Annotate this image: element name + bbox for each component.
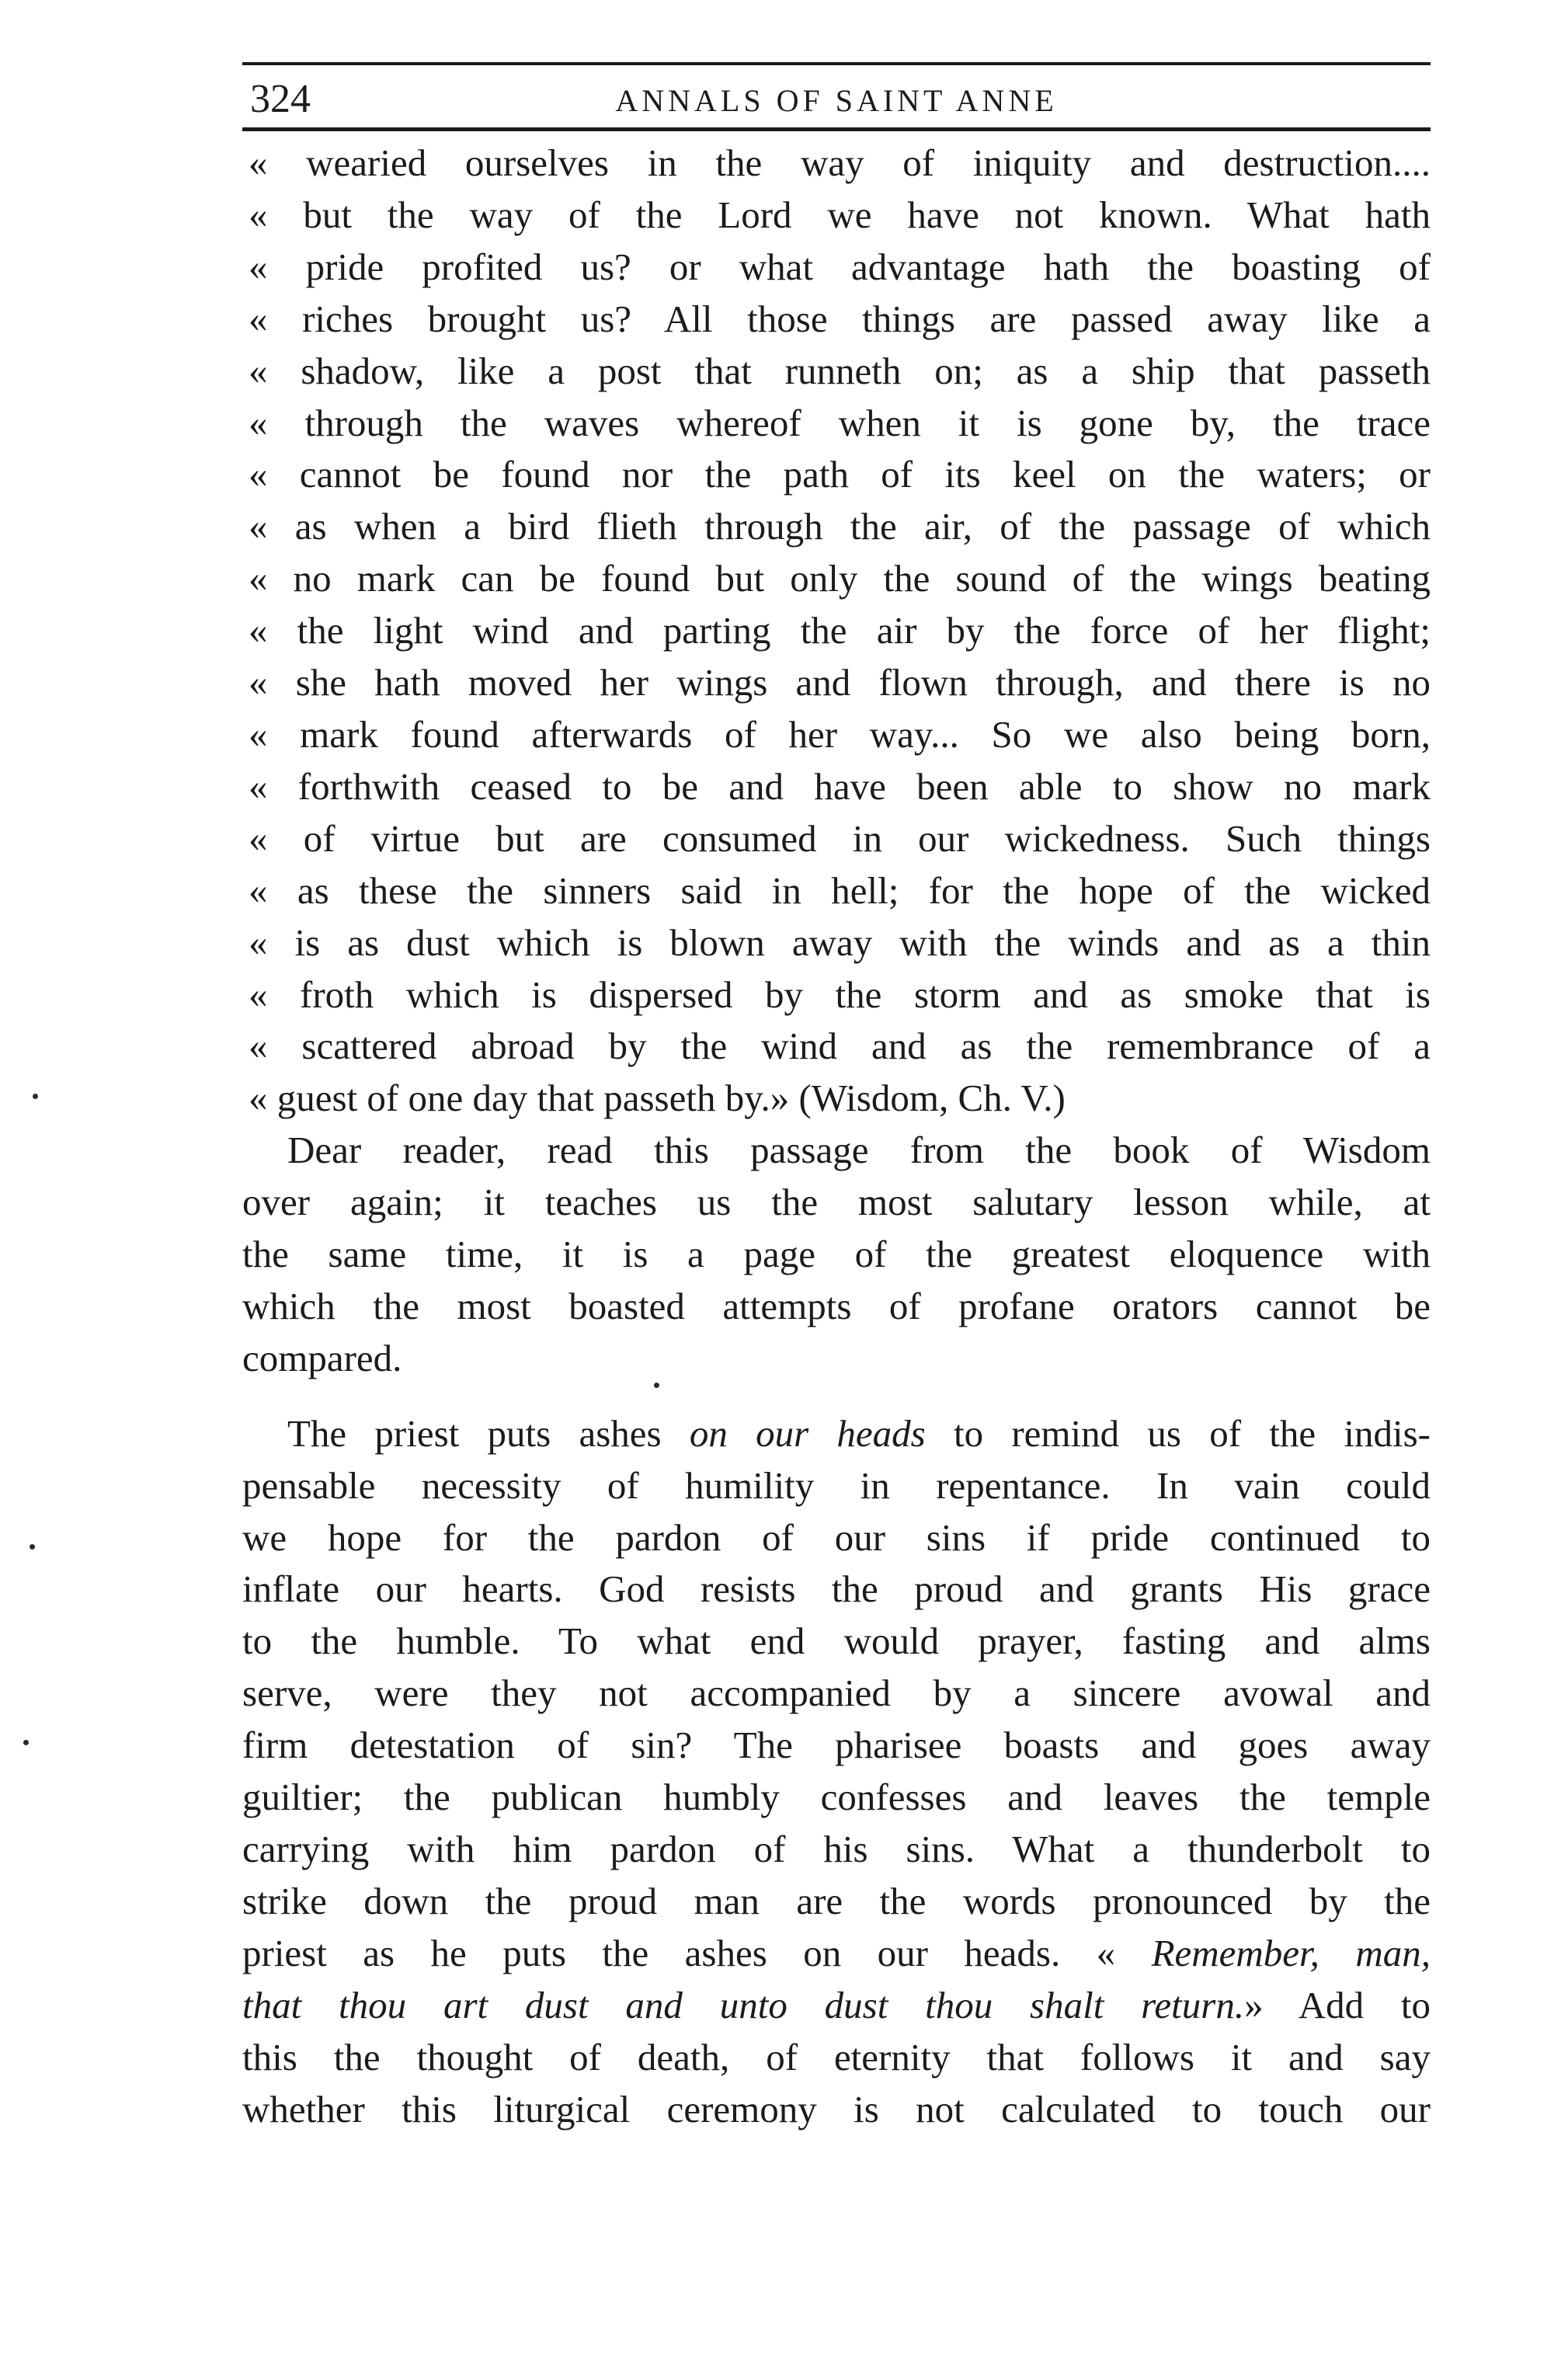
- quote-line: « no mark can be found but only the sound of the wings beating: [249, 557, 1431, 600]
- quote-line: « as when a bird flieth through the air, of the passage of which: [249, 505, 1431, 548]
- paragraph-line: pensable necessity of humility in repentance. In vain could: [242, 1463, 1431, 1507]
- paragraph-line: strike down the proud man are the words pronounced by the: [242, 1879, 1431, 1922]
- paragraph-line: this the thought of death, of eternity that follows it and say: [242, 2035, 1431, 2078]
- scan-speck: [23, 1740, 29, 1745]
- paragraph-line-quote-start: [242, 1928, 1431, 1980]
- text-run: to remind us of the indis-: [925, 1411, 1431, 1455]
- quote-line-citation: « guest of one day that passeth by.» (Wisdom, Ch. V.): [249, 1077, 1066, 1120]
- paragraph-line: carrying with him pardon of his sins. What a thunderbolt to: [242, 1828, 1431, 1870]
- header-bottom-rule: [242, 127, 1431, 131]
- quote-line: « through the waves whereof when it is gone by, the trace: [249, 401, 1431, 444]
- paragraph-priest-ashes: [242, 1408, 1431, 2136]
- paragraph-line-quote-end: [242, 1980, 1431, 2032]
- italic-phrase: that thou art dust and unto dust thou shalt return.: [242, 1983, 1245, 2026]
- paragraph-line: serve, were they not accompanied by a sincere avowal and: [242, 1671, 1431, 1715]
- paragraph-dear-reader: [242, 1125, 1431, 1385]
- paragraph-line: inflate our hearts. God resists the proud and grants His grace: [242, 1567, 1431, 1611]
- wisdom-quotation: [242, 137, 1431, 1125]
- book-page: [242, 62, 1431, 2135]
- italic-phrase: Remember, man,: [1151, 1931, 1431, 1974]
- paragraph-line: whether this liturgical ceremony is not calculated to touch our: [242, 2087, 1431, 2131]
- page-number: 324: [250, 77, 311, 121]
- paragraph-line: firm detestation of sin? The pharisee boasts and goes away: [242, 1724, 1431, 1767]
- quote-line: « is as dust which is blown away with the winds and as a thin: [249, 920, 1431, 964]
- quote-line: « wearied ourselves in the way of iniquity and destruction....: [249, 141, 1431, 184]
- quote-line: « she hath moved her wings and flown through, and there is no: [249, 661, 1431, 704]
- quote-line: « cannot be found nor the path of its keel on the waters; or: [249, 453, 1431, 496]
- paragraph-line: over again; it teaches us the most salutary lesson while, at: [242, 1181, 1431, 1224]
- quote-line: « riches brought us? All those things are passed away like a: [249, 297, 1431, 340]
- quote-line: « froth which is dispersed by the storm and as smoke that is: [249, 972, 1431, 1016]
- running-head: ANNALS OF SAINT ANNE: [615, 83, 1058, 118]
- paragraph-line: which the most boasted attempts of profane orators cannot be: [242, 1284, 1431, 1327]
- paragraph-line: we hope for the pardon of our sins if pride continued to: [242, 1515, 1431, 1559]
- paragraph-line: to the humble. To what end would prayer, fasting and alms: [242, 1619, 1431, 1663]
- paragraph-gap: [242, 1385, 1431, 1408]
- quote-line: « the light wind and parting the air by the force of her flight;: [249, 609, 1431, 652]
- scan-speck: [30, 1544, 35, 1550]
- quote-line: « as these the sinners said in hell; for the hope of the wicked: [249, 868, 1431, 912]
- page-header: [242, 73, 1431, 127]
- quote-line: « shadow, like a post that runneth on; as a ship that passeth: [249, 349, 1431, 392]
- quote-line: « but the way of the Lord we have not known. What hath: [249, 193, 1431, 236]
- scan-speck: [654, 1383, 659, 1388]
- quote-line: « mark found afterwards of her way... So we also being born,: [249, 712, 1431, 756]
- quote-line: « forthwith ceased to be and have been able to show no mark: [249, 764, 1431, 808]
- page-body: [242, 137, 1431, 2135]
- quote-line: « pride profited us? or what advantage hath the boasting of: [249, 245, 1431, 288]
- paragraph-line: compared.: [242, 1336, 402, 1379]
- paragraph-line: guiltier; the publican humbly confesses and leaves the temple: [242, 1776, 1431, 1819]
- text-run: The priest puts ashes: [287, 1411, 690, 1455]
- paragraph-line-first: [242, 1408, 1431, 1460]
- quote-line: « scattered abroad by the wind and as the remembrance of a: [249, 1024, 1431, 1068]
- scan-speck: [33, 1094, 38, 1099]
- text-run: » Add to: [1244, 1983, 1431, 2026]
- italic-phrase: on our heads: [689, 1411, 926, 1455]
- paragraph-line: Dear reader, read this passage from the book of Wisdom: [287, 1129, 1431, 1172]
- text-run: priest as he puts the ashes on our heads. «: [242, 1931, 1152, 1974]
- header-top-rule: [242, 62, 1431, 65]
- paragraph-line: the same time, it is a page of the greatest eloquence with: [242, 1233, 1431, 1276]
- quote-line: « of virtue but are consumed in our wickedness. Such things: [249, 816, 1431, 860]
